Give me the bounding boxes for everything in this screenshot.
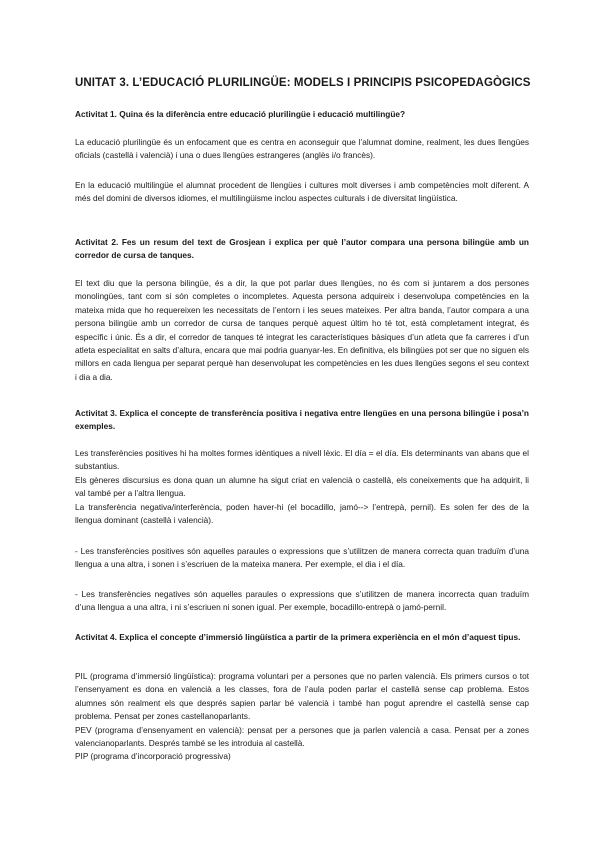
- program-pip: PIP (programa d’incorporació progressiva): [75, 751, 231, 762]
- document-title: UNITAT 3. L’EDUCACIÓ PLURILINGÜE: MODELS I PRINCIPIS PSICOPEDAGÒGICS: [75, 77, 531, 89]
- activity-4-programs: [75, 670, 529, 764]
- activity-3-note-2: Els gèneres discursius es dona quan un alumne ha sigut criat en valencià o castellà, els coneixements que ha adquirit, li val també per a l’altra llengua.: [75, 474, 529, 499]
- activity-2-paragraph: El text diu que la persona bilingüe, és a dir, la que pot parlar dues llengües, no és com si juntarem a dos persones monolingües, tant com si són completes o incompletes. Aquesta persona adquireix i desenvolupa competències en la mateixa mida que ho requereixen les necessitats de l’entorn i les seues mateixes. Per altra banda, l’autor compara a una persona bilingüe amb un corredor de cursa de tanques perquè aquest últim ho té tot, està completament integrat, és específic i únic. És a dir, el corredor de tanques té integrat les característiques bàsiques d’un atleta que fa carreres i d’un atleta especialitat en salts d’altura, encara que mai podria guanyar-les. En definitiva, els bilingües pot ser que no siguen els millors en cada llengua per separat perquè han desenvolupat les competències en les dues llengües segons el seu context i dia a dia.: [75, 278, 529, 382]
- activity-3-note-3: La transferència negativa/interferència, poden haver-hi (el bocadillo, jamó--> l’entrepà, pernil). Es solen fer des de la llengua dominant (castellà i valencià).: [75, 501, 529, 526]
- activity-2-heading: Activitat 2. Fes un resum del text de Grosjean i explica per què l’autor compara una persona bilingüe amb un corredor de cursa de tanques.: [75, 237, 529, 261]
- activity-1-paragraph-1: La educació plurilingüe és un enfocament que es centra en aconseguir que l’alumnat domine, realment, les dues llengües oficials (castellà i valencià) i una o dues llengües estrangeres (anglès i/o francès).: [75, 137, 529, 161]
- activity-1-heading: Activitat 1. Quina és la diferència entre educació plurilingüe i educació multilingüe?: [75, 109, 406, 119]
- program-pev: PEV (programa d’ensenyament en valencià): pensat per a persones que ja parlen valencià a casa. Pensat per a zones valencianoparlants. Després també se les introduia al castellà.: [75, 724, 529, 749]
- activity-3-heading: Activitat 3. Explica el concepte de transferència positiva i negativa entre llengües en una persona bilingüe i posa’n exemples.: [75, 408, 529, 432]
- activity-3-notes: [75, 447, 529, 527]
- activity-3-note-1: Les transferències positives hi ha moltes formes idèntiques a nivell lèxic. El día = el día. Els determinants van abans que el substantius.: [75, 448, 529, 472]
- activity-3-bullet-positive: - Les transferències positives són aquelles paraules o expressions que s’utilitzen de manera correcta quan traduïm d’una llengua a una altra, i sonen i s’escriuen de la mateixa manera. Per exemple, el dia i el día.: [75, 546, 529, 570]
- activity-4-heading: Activitat 4. Explica el concepte d’immersió lingüística a partir de la primera experiència en el món d’aquest tipus.: [75, 632, 521, 642]
- activity-1-paragraph-2: En la educació multilingüe el alumnat procedent de llengües i cultures molt diverses i amb competències molt diferent. A més del domini de diversos idiomes, el multilingüisme inclou aspectes culturals i de diversitat lingüística.: [75, 180, 529, 204]
- program-pil: PIL (programa d’immersió lingüística): programa voluntari per a persones que no parlen valencià. Els primers cursos o tot l’ensenyament es dona en valencià a les classes, fora de l’aula poden parlar el castellà sense cap problema. Estos alumnes són realment els que després sapien parlar bé valencià i també han pogut aprendre el castellà sense cap problema. Pensat per zones castellanoparlants.: [75, 671, 529, 722]
- activity-3-bullet-negative: - Les transferències negatives són aquelles paraules o expressions que s’utilitzen de manera incorrecta quan traduïm d’una llengua a una altra, i ni s’escriuen ni sonen igual. Per exemple, bocadillo-entrepà o jamó-pernil.: [75, 589, 529, 613]
